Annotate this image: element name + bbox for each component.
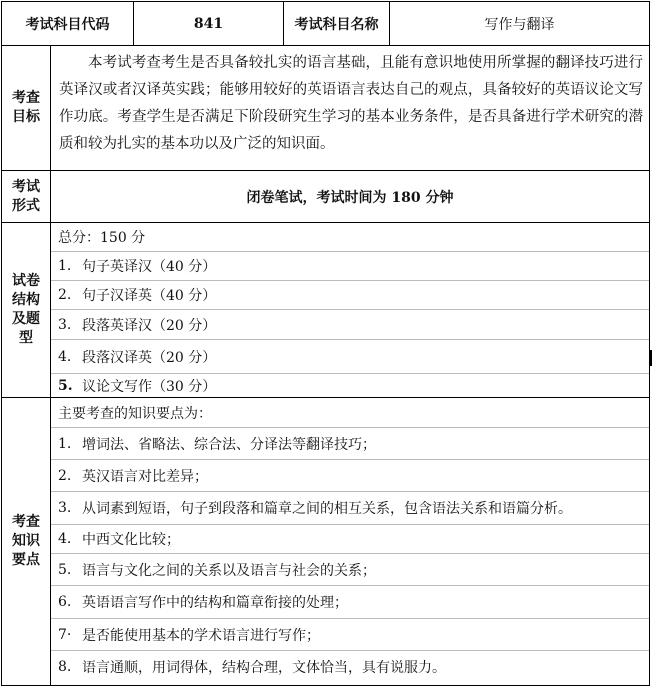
knowledge-label: 考查 知识 要点 xyxy=(2,398,51,685)
header-row xyxy=(2,2,649,46)
structure-row xyxy=(2,223,649,398)
knowledge-list xyxy=(51,398,649,685)
format-label: 考试 形式 xyxy=(2,171,51,222)
knowledge-row xyxy=(2,398,649,685)
format-text: 闭卷笔试，考试时间为 180 分钟 xyxy=(246,189,454,206)
objective-row xyxy=(2,46,649,171)
subject-name-value: 写作与翻译 xyxy=(484,16,555,33)
list-item: 3. 段落英译汉（20 分） xyxy=(51,310,649,340)
list-item: 4. 中西文化比较； xyxy=(51,525,649,554)
edge-tick-mark xyxy=(650,350,652,366)
structure-list xyxy=(51,223,649,397)
list-item: 3. 从词素到短语，句子到段落和篇章之间的相互关系，包含语法关系和语篇分析。 xyxy=(51,492,649,525)
subject-code-label: 考试科目代码 xyxy=(2,2,134,45)
format-row xyxy=(2,171,649,223)
list-item: 2. 句子汉译英（40 分） xyxy=(51,281,649,310)
list-item: 4. 段落汉译英（20 分） xyxy=(51,340,649,374)
list-item: 5. 议论文写作（30 分） xyxy=(58,378,217,395)
objective-label: 考查 目标 xyxy=(2,46,51,170)
list-item: 7· 是否能使用基本的学术语言进行写作； xyxy=(51,619,649,651)
structure-label: 试卷 结构 及题 型 xyxy=(2,223,51,397)
knowledge-intro: 主要考查的知识要点为： xyxy=(51,398,649,428)
subject-name-label: 考试科目名称 xyxy=(284,2,390,45)
list-item: 5. 语言与文化之间的关系以及语言与社会的关系； xyxy=(51,554,649,586)
list-item: 6. 英语语言写作中的结构和篇章衔接的处理； xyxy=(51,586,649,619)
list-item: 1. 句子英译汉（40 分） xyxy=(51,252,649,281)
list-item: 8. 语言通顺，用词得体，结构合理，文体恰当，具有说服力。 xyxy=(58,659,446,676)
structure-total: 总分：150 分 xyxy=(51,223,649,252)
list-item: 2. 英汉语言对比差异； xyxy=(51,460,649,492)
subject-code-value: 841 xyxy=(134,2,284,45)
exam-syllabus-table xyxy=(1,1,650,686)
list-item: 1. 增词法、省略法、综合法、分译法等翻译技巧； xyxy=(51,428,649,460)
objective-text: 本考试考查考生是否具备较扎实的语言基础，且能有意识地使用所掌握的翻译技巧进行英译汉或者汉译英实践；能够用较好的英语语言表达自己的观点，具备较好的英语议论文写作功底。考查学生是否满足下阶段研究生学习的基本业务条件，是否具备进行学术研究的潜质和较为扎实的基本功以及广泛的知识面。 xyxy=(59,55,643,152)
